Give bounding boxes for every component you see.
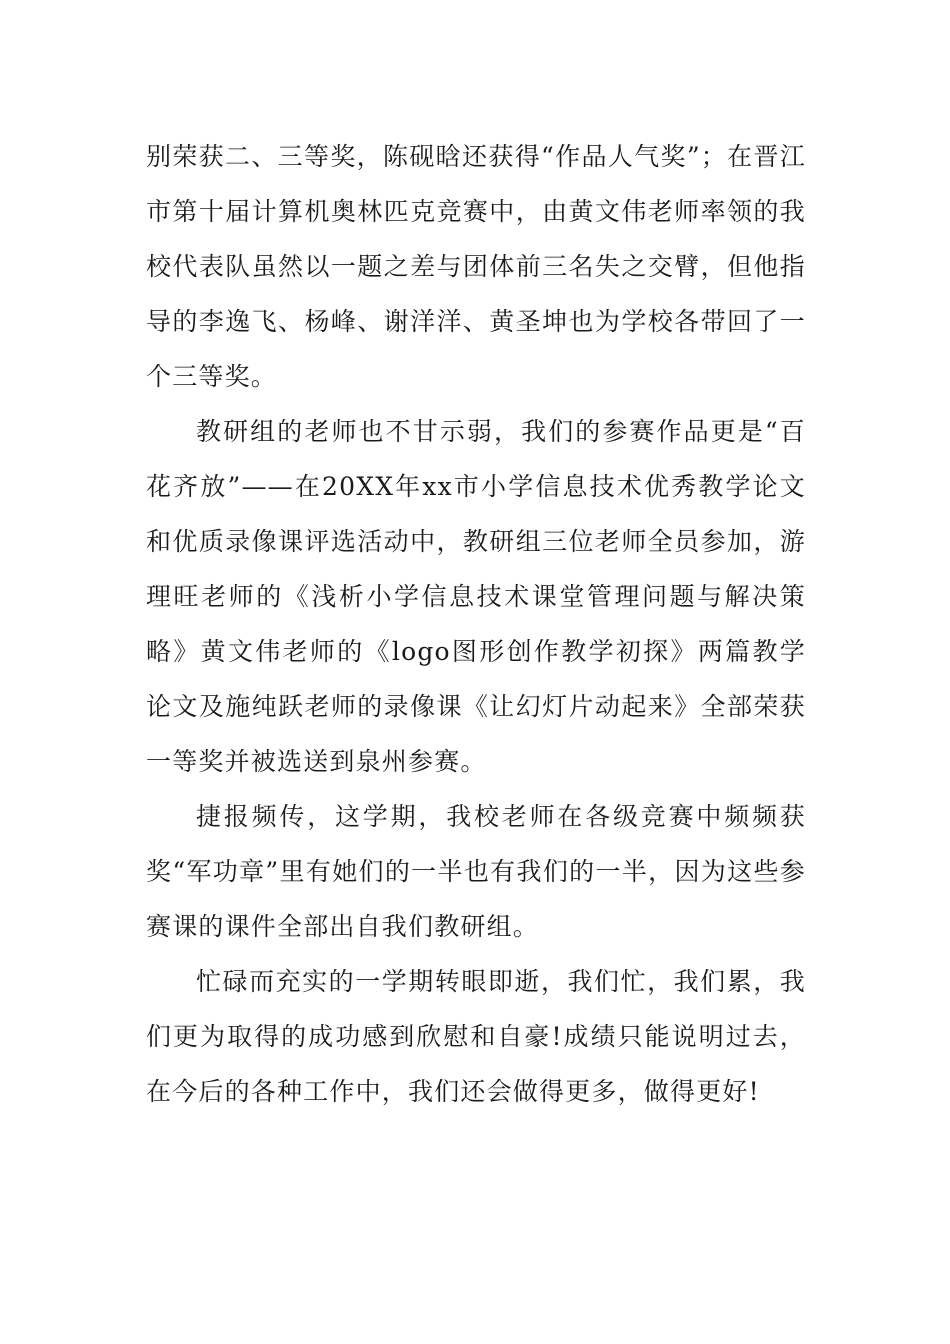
paragraph-2: 教研组的老师也不甘示弱，我们的参赛作品更是“百花齐放”——在20XX年xx市小学信息技术优秀教学论文和优质录像课评选活动中，教研组三位老师全员参加，游理旺老师的《浅析小学信息技术课堂管理问题与解决策略》黄文伟老师的《logo图形创作教学初探》两篇教学论文及施纯跃老师的录像课《让幻灯片动起来》全部荣获一等奖并被选送到泉州参赛。 <box>146 417 806 776</box>
paragraph-1: 别荣获二、三等奖，陈砚晗还获得“作品人气奖”；在晋江市第十届计算机奥林匹克竞赛中，由黄文伟老师率领的我校代表队虽然以一题之差与团体前三名失之交臂，但他指导的李逸飞、杨峰、谢洋洋、黄圣坤也为学校各带回了一个三等奖。 <box>146 142 806 391</box>
document-body <box>146 129 806 1119</box>
paragraph-3: 捷报频传，这学期，我校老师在各级竞赛中频频获奖“军功章”里有她们的一半也有我们的一半，因为这些参赛课的课件全部出自我们教研组。 <box>146 802 806 941</box>
paragraph-4: 忙碌而充实的一学期转眼即逝，我们忙，我们累，我们更为取得的成功感到欣慰和自豪!成绩只能说明过去，在今后的各种工作中，我们还会做得更多，做得更好! <box>146 967 806 1106</box>
